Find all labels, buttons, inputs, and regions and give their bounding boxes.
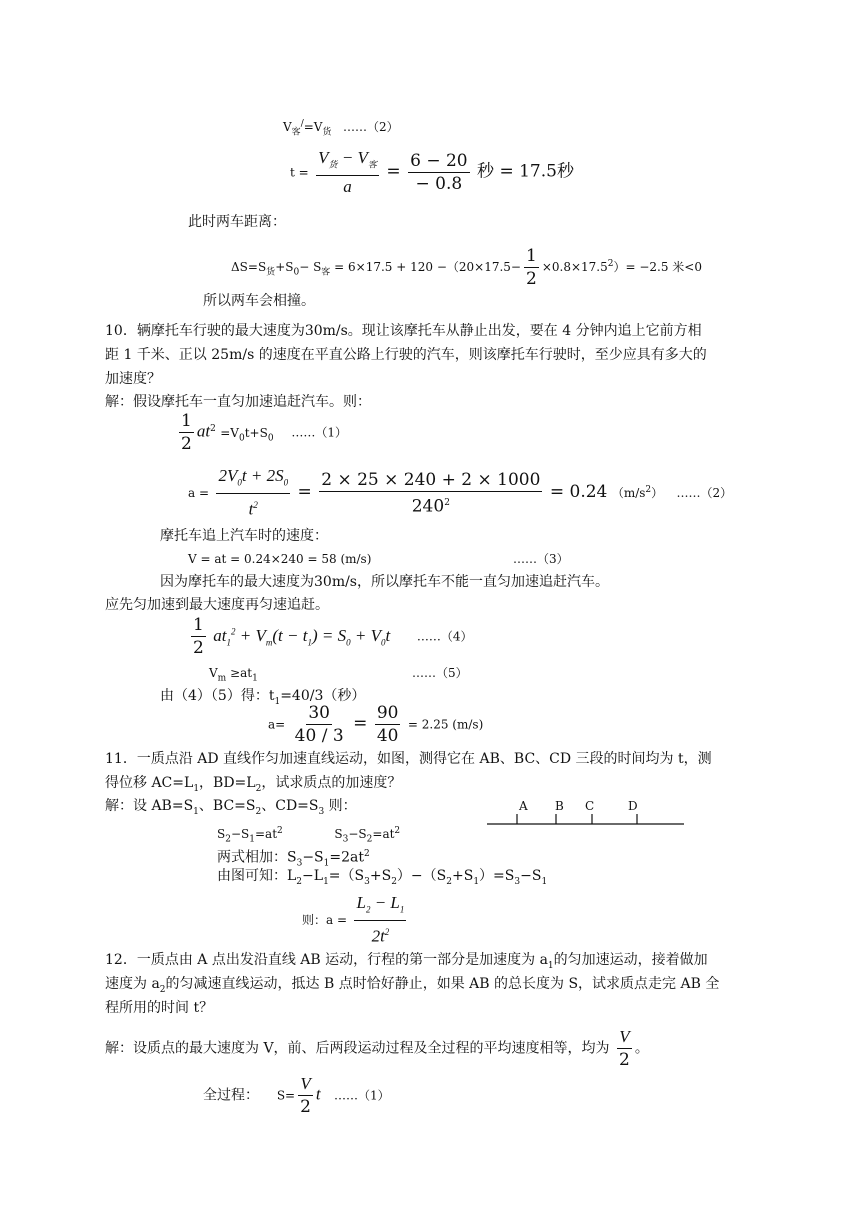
eq-10-2: a = $\frac{2V_0t + 2S_0}{t^2}$ = $\frac{2 \times 25 \times 240 + 2 \times 1000}{240^2}$ = 0.24 $(m/s^2)$ ……（2）	[188, 466, 733, 520]
text-distance-label: 此时两车距离：	[188, 214, 286, 230]
problem-11-line-2: 得位移 $AC=L_1$，$BD=L_2$，试求质点的加速度？	[105, 775, 402, 794]
eq-11-result: 则：a = $\frac{L_2 - L_1}{2t^2}$	[302, 893, 405, 947]
solution-11-intro: 解：设 $AB=S_1$、$BC=S_2$、$CD=S_3$ 则：	[105, 798, 357, 817]
text-conclusion: 所以两车会相撞。	[203, 293, 315, 309]
eq-10-result-a: a= $\frac{30}{40 / 3}$ = $\frac{90}{40}$ = 2.25 (m/s)	[268, 703, 484, 746]
eq-delta-s: $\Delta S=S_货+S_0- S_客 = 6\times 17.5 + 120 -(20\times 17.5-$ $\frac{1}{2}$ $\times 0.8\times 17.5^2)= -2.5$ 米<0	[231, 246, 702, 289]
problem-11-line-1: 11．一质点沿 AD 直线作匀加速直线运动，如图，测得它在 AB、BC、CD 三段的时间均为 t，测	[105, 751, 712, 767]
label-c: C	[585, 799, 595, 813]
problem-10-line-2: 距 1 千米、正以 25m/s 的速度在平直公路上行驶的汽车，则该摩托车行驶时，至少应具有多大的	[105, 347, 707, 363]
label-a: A	[519, 799, 528, 813]
eq-10-result-t1: 由（4）（5）得：$t_1=40/3$（秒）	[160, 688, 366, 707]
eq-11-diffs: $S_2-S_1=at^2$ $S_3-S_2=at^2$	[217, 826, 401, 845]
problem-12-line-2: 速度为 $a_2$的匀减速直线运动，抵达 B 点时恰好静止，如果 AB 的总长度为 S，试求质点走完 AB 全	[105, 976, 720, 995]
solution-12-intro: 解：设质点的最大速度为 V，前、后两段运动过程及全过程的平均速度相等，均为 $\frac{V}{2}$ 。	[105, 1027, 649, 1070]
solution-10-intro: 解：假设摩托车一直匀加速追赶汽车。则：	[105, 394, 371, 410]
eq-11-from-figure: 由图可知：$L_2-L_1=(S_3+S_2)-(S_2+S_1)=S_3-S_1$	[217, 868, 548, 887]
eq-10-4: $\frac{1}{2}$ $at_1^2 + V_m(t - t_1) = S_0 + V_0t$ ……（4）	[193, 615, 473, 658]
text-strategy: 应先匀加速到最大速度再匀速追赶。	[105, 597, 329, 613]
figure-line-abcd	[485, 795, 687, 829]
eq-velocity-equal: $V_客^/=V_货$ ……（2）	[283, 119, 399, 138]
problem-10-line-3: 加速度？	[105, 371, 161, 387]
problem-12-line-1: 12．一质点由 A 点出发沿直线 AB 运动，行程的第一部分是加速度为 $a_1$的匀加速运动，接着做加	[105, 952, 708, 971]
eq-10-5: $V_m \ge at_1$	[209, 666, 258, 684]
eq-10-5-tag: ……（5）	[412, 666, 468, 680]
problem-10-line-1: 10．辆摩托车行驶的最大速度为30m/s。现让该摩托车从静止出发，要在 4 分钟内追上它前方相	[105, 323, 702, 339]
eq-time: t = $\frac{V_货 - V_客}{a}$ = $\frac{6 - 20}{- 0.8}$ 秒 = 17.5秒	[290, 148, 574, 197]
eq-12-1: 全过程： S= $\frac{V}{2}$ t ……（1）	[203, 1074, 390, 1117]
eq-10-3-tag: ……（3）	[513, 552, 569, 566]
eq-10-3: V = at = 0.24×240 = 58 (m/s)	[188, 552, 372, 566]
text-max-speed-note: 因为摩托车的最大速度为30m/s，所以摩托车不能一直匀加速追赶汽车。	[160, 574, 609, 590]
eq-10-1: $\frac{1}{2}$ $at^2 =V_0t+S_0$ ……（1）	[181, 411, 348, 454]
label-b: B	[555, 799, 564, 813]
eq-11-sum: 两式相加：$S_3-S_1=2at^2$	[217, 849, 370, 869]
label-d: D	[628, 799, 638, 813]
text-catch-speed-label: 摩托车追上汽车时的速度：	[160, 528, 328, 544]
problem-12-line-3: 程所用的时间 t？	[105, 1000, 214, 1016]
